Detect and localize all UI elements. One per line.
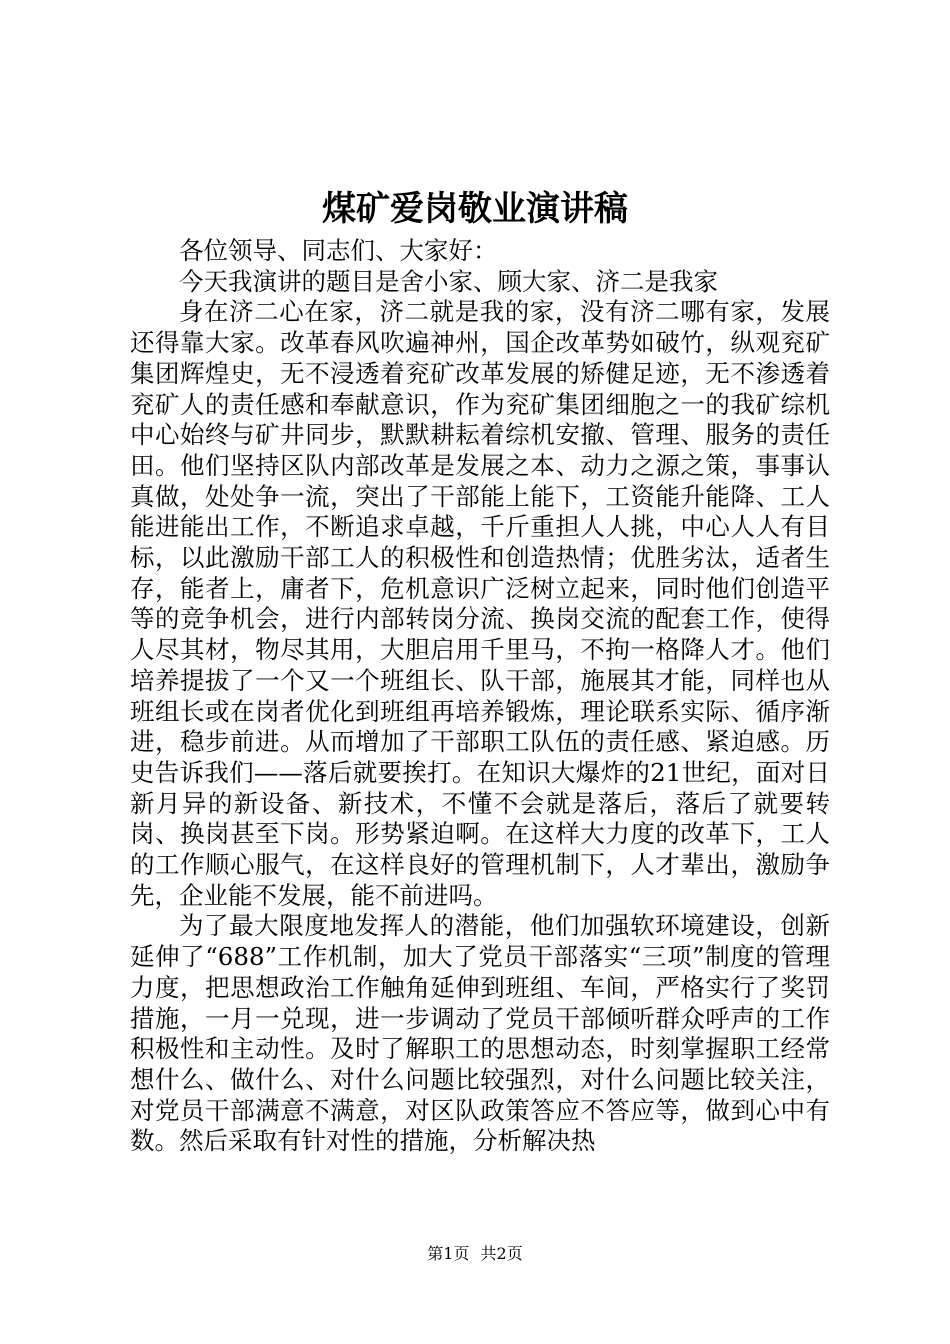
page-footer (0, 1244, 950, 1264)
document-title: 煤矿爱岗敬业演讲稿 (322, 189, 628, 229)
salutation-paragraph: 各位领导、同志们、大家好： (179, 236, 498, 265)
body-paragraph: 身在济二心在家，济二就是我的家，没有济二哪有家，发展还得靠大家。改革春风吹遍神州，国企改革势如破竹，纵观兖矿集团辉煌史，无不浸透着兖矿改革发展的矫健足迹，无不渗透着兖矿人的责任感和奉献意识，作为兖矿集团细胞之一的我矿综机中心始终与矿井同步，默默耕耘着综机安撤、管理、服务的责任田。他们坚持区队内部改革是发展之本、动力之源之策，事事认真做，处处争一流，突出了干部能上能下，工资能升能降、工人能进能出工作，不断追求卓越，千斤重担人人挑，中心人人有目标，以此激励干部工人的积极性和创造热情；优胜劣汰，适者生存，能者上，庸者下，危机意识广泛树立起来，同时他们创造平等的竞争机会，进行内部转岗分流、换岗交流的配套工作，使得人尽其材，物尽其用，大胆启用千里马，不拘一格降人才。他们培养提拔了一个又一个班组长、队干部，施展其才能，同样也从班组长或在岗者优化到班组再培养锻炼，理论联系实际、循序渐进，稳步前进。从而增加了干部职工队伍的责任感、紧迫感。历史告诉我们——落后就要挨打。在知识大爆炸的21世纪，面对日新月异的新设备、新技术，不懂不会就是落后，落后了就要转岗、换岗甚至下岗。形势紧迫啊。在这样大力度的改革下，工人的工作顺心服气，在这样良好的管理机制下，人才辈出，激励争先，企业能不发展，能不前进吗。 (130, 297, 830, 910)
page-number: 第1页 (427, 1244, 470, 1263)
page-total: 共2页 (480, 1244, 523, 1263)
document-body (130, 236, 830, 1157)
body-paragraph: 为了最大限度地发挥人的潜能，他们加强软环境建设，创新延伸了“688”工作机制，加大了党员干部落实“三项”制度的管理力度，把思想政治工作触角延伸到班组、车间，严格实行了奖罚措施，一月一兑现，进一步调动了党员干部倾听群众呼声的工作积极性和主动性。及时了解职工的思想动态，时刻掌握职工经常想什么、做什么、对什么问题比较强烈，对什么问题比较关注，对党员干部满意不满意，对区队政策答应不答应等，做到心中有数。然后采取有针对性的措施，分析解决热 (130, 911, 830, 1156)
topic-paragraph: 今天我演讲的题目是舍小家、顾大家、济二是我家 (179, 266, 718, 296)
